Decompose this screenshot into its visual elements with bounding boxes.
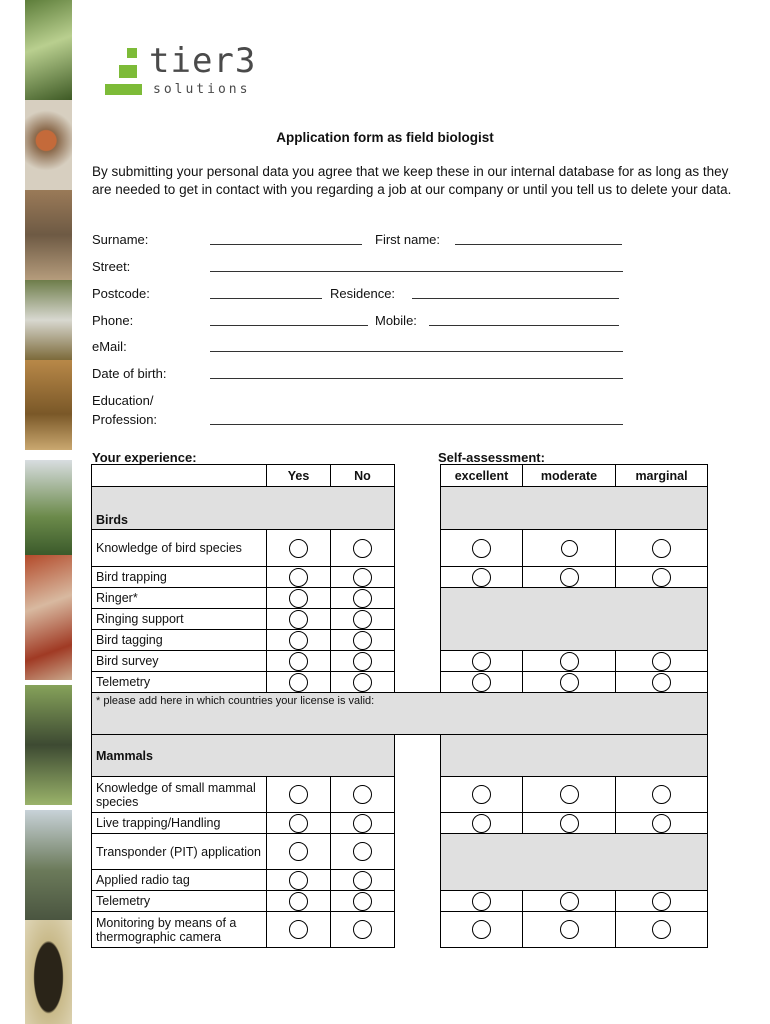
moderate-radio[interactable] xyxy=(560,652,579,671)
yes-radio[interactable] xyxy=(289,814,308,833)
logo-block-medium xyxy=(119,65,137,78)
email-field[interactable] xyxy=(210,351,623,352)
row-label: Monitoring by means of a thermographic camera xyxy=(92,912,267,948)
yes-radio[interactable] xyxy=(289,589,308,608)
marginal-radio[interactable] xyxy=(652,892,671,911)
logo-block-small xyxy=(127,48,137,58)
table-row xyxy=(92,567,708,588)
experience-title: Your experience: xyxy=(92,450,197,465)
mobile-field[interactable] xyxy=(429,325,619,326)
no-radio[interactable] xyxy=(353,631,372,650)
education-field[interactable] xyxy=(210,424,623,425)
moderate-radio[interactable] xyxy=(560,568,579,587)
header-yes: Yes xyxy=(267,465,331,487)
moderate-radio[interactable] xyxy=(560,673,579,692)
dob-field[interactable] xyxy=(210,378,623,379)
moderate-radio[interactable] xyxy=(561,540,578,557)
header-marginal: marginal xyxy=(616,465,708,487)
marginal-radio[interactable] xyxy=(652,539,671,558)
row-label: Ringing support xyxy=(92,609,267,630)
yes-radio[interactable] xyxy=(289,631,308,650)
assessment-not-applicable xyxy=(441,588,708,651)
license-note[interactable]: * please add here in which countries your license is valid: xyxy=(92,693,708,735)
mammals-title: Mammals xyxy=(92,735,395,777)
residence-label: Residence: xyxy=(330,286,396,301)
header-moderate: moderate xyxy=(523,465,616,487)
phone-field[interactable] xyxy=(210,325,368,326)
marginal-radio[interactable] xyxy=(652,814,671,833)
form-title: Application form as field biologist xyxy=(276,130,494,145)
row-label: Live trapping/Handling xyxy=(92,813,267,834)
photo-slug xyxy=(25,555,72,680)
row-label: Telemetry xyxy=(92,672,267,693)
surname-field[interactable] xyxy=(210,244,362,245)
street-label: Street: xyxy=(92,259,131,274)
yes-radio[interactable] xyxy=(289,785,308,804)
logo-subtitle: solutions xyxy=(153,82,251,97)
marginal-radio[interactable] xyxy=(652,920,671,939)
photo-beetle xyxy=(25,920,72,1024)
marginal-radio[interactable] xyxy=(652,568,671,587)
excellent-radio[interactable] xyxy=(472,673,491,692)
row-label: Ringer* xyxy=(92,588,267,609)
logo-wordmark: tier3 xyxy=(149,41,257,81)
photo-leaves xyxy=(25,0,72,100)
yes-radio[interactable] xyxy=(289,892,308,911)
logo-block-large xyxy=(105,84,142,95)
photo-tractor xyxy=(25,460,72,555)
yes-radio[interactable] xyxy=(289,568,308,587)
moderate-radio[interactable] xyxy=(560,920,579,939)
photo-mouse xyxy=(25,190,72,280)
no-radio[interactable] xyxy=(353,652,372,671)
surname-label: Surname: xyxy=(92,232,149,247)
mobile-label: Mobile: xyxy=(375,313,417,328)
row-label: Bird tagging xyxy=(92,630,267,651)
no-radio[interactable] xyxy=(353,568,372,587)
header-no: No xyxy=(331,465,395,487)
birds-title: Birds xyxy=(92,487,395,530)
experience-table xyxy=(91,464,708,948)
no-radio[interactable] xyxy=(353,673,372,692)
yes-radio[interactable] xyxy=(289,920,308,939)
no-radio[interactable] xyxy=(353,920,372,939)
no-radio[interactable] xyxy=(353,589,372,608)
yes-radio[interactable] xyxy=(289,673,308,692)
table-row xyxy=(92,891,708,912)
phone-label: Phone: xyxy=(92,313,134,328)
photo-robin xyxy=(25,100,72,190)
email-label: eMail: xyxy=(92,339,127,354)
excellent-radio[interactable] xyxy=(472,539,491,558)
excellent-radio[interactable] xyxy=(472,568,491,587)
table-row xyxy=(92,834,708,870)
table-row xyxy=(92,672,708,693)
row-label: Telemetry xyxy=(92,891,267,912)
dob-label: Date of birth: xyxy=(92,366,167,381)
photo-field-worker xyxy=(25,685,72,805)
photo-fungus xyxy=(25,360,72,450)
first-name-label: First name: xyxy=(375,232,441,247)
yes-radio[interactable] xyxy=(289,652,308,671)
row-label: Knowledge of bird species xyxy=(92,530,267,567)
header-excellent: excellent xyxy=(441,465,523,487)
table-row xyxy=(92,651,708,672)
marginal-radio[interactable] xyxy=(652,785,671,804)
no-radio[interactable] xyxy=(353,871,372,890)
row-label: Transponder (PIT) application xyxy=(92,834,267,870)
no-radio[interactable] xyxy=(353,539,372,558)
table-row xyxy=(92,912,708,948)
moderate-radio[interactable] xyxy=(560,814,579,833)
photo-pole xyxy=(25,810,72,920)
no-radio[interactable] xyxy=(353,892,372,911)
education-label-1: Education/ xyxy=(92,393,154,408)
excellent-radio[interactable] xyxy=(472,785,491,804)
row-label: Bird survey xyxy=(92,651,267,672)
table-row xyxy=(92,777,708,813)
moderate-radio[interactable] xyxy=(560,892,579,911)
table-row xyxy=(92,530,708,567)
no-radio[interactable] xyxy=(353,785,372,804)
marginal-radio[interactable] xyxy=(652,673,671,692)
postcode-field[interactable] xyxy=(210,298,322,299)
excellent-radio[interactable] xyxy=(472,814,491,833)
photo-insect xyxy=(25,280,72,360)
company-logo xyxy=(105,41,265,98)
excellent-radio[interactable] xyxy=(472,920,491,939)
row-label: Knowledge of small mammal species xyxy=(92,777,267,813)
excellent-radio[interactable] xyxy=(472,892,491,911)
excellent-radio[interactable] xyxy=(472,652,491,671)
header-empty xyxy=(92,465,267,487)
row-label: Bird trapping xyxy=(92,567,267,588)
table-row xyxy=(92,588,708,609)
yes-radio[interactable] xyxy=(289,871,308,890)
yes-radio[interactable] xyxy=(289,842,308,861)
no-radio[interactable] xyxy=(353,610,372,629)
education-label-2: Profession: xyxy=(92,412,158,427)
photo-strip xyxy=(25,0,72,1024)
table-row xyxy=(92,813,708,834)
street-field[interactable] xyxy=(210,271,623,272)
birds-category-row xyxy=(92,487,708,530)
marginal-radio[interactable] xyxy=(652,652,671,671)
no-radio[interactable] xyxy=(353,842,372,861)
yes-radio[interactable] xyxy=(289,610,308,629)
assessment-not-applicable xyxy=(441,834,708,891)
license-note-row xyxy=(92,693,708,735)
postcode-label: Postcode: xyxy=(92,286,150,301)
moderate-radio[interactable] xyxy=(560,785,579,804)
yes-radio[interactable] xyxy=(289,539,308,558)
row-label: Applied radio tag xyxy=(92,870,267,891)
privacy-intro: By submitting your personal data you agree that we keep these in our internal database for as long as they are needed to get in contact with you regarding a job at our company or until you tell us to delete your data. xyxy=(92,164,732,197)
first-name-field[interactable] xyxy=(455,244,622,245)
table-header-row xyxy=(92,465,708,487)
residence-field[interactable] xyxy=(412,298,619,299)
self-assessment-title: Self-assessment: xyxy=(438,450,545,465)
no-radio[interactable] xyxy=(353,814,372,833)
mammals-category-row xyxy=(92,735,708,777)
